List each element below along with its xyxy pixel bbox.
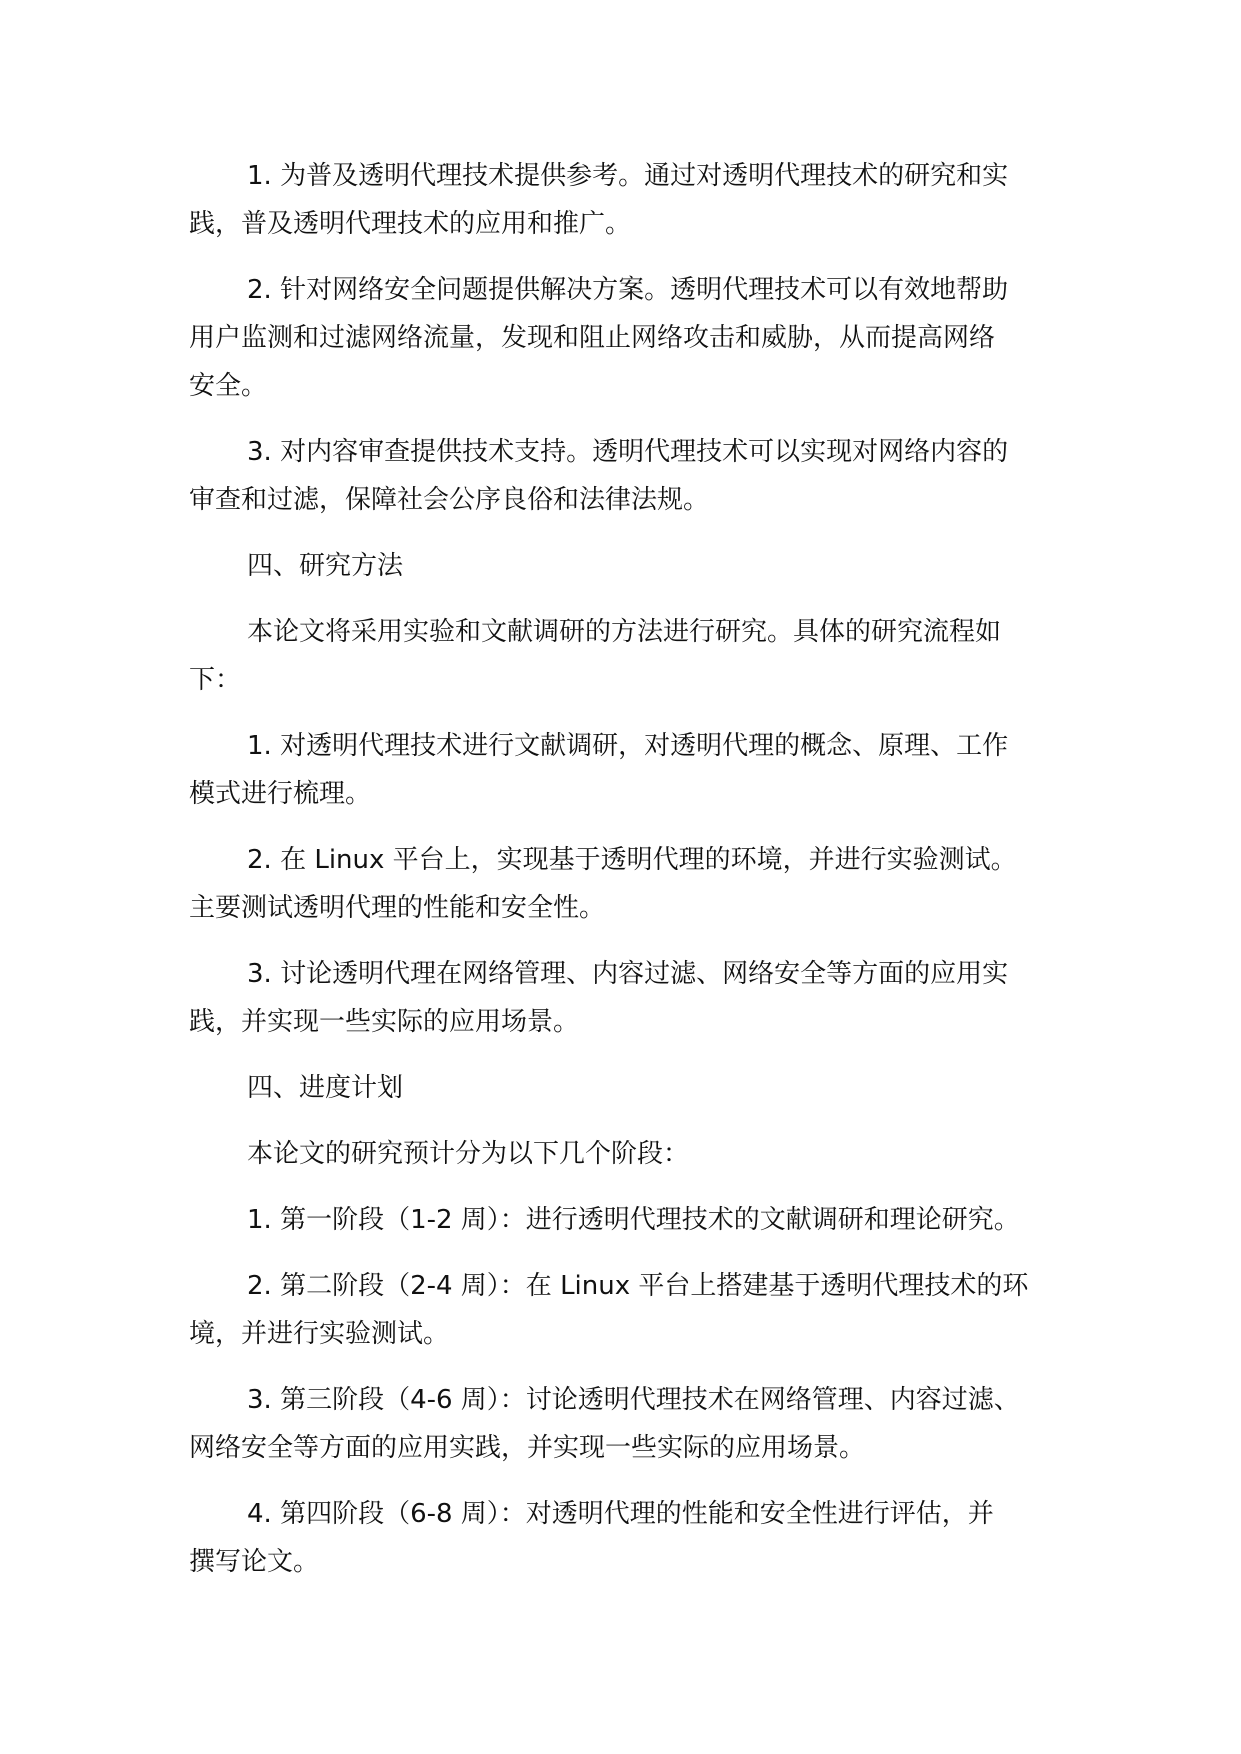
paragraph-line: 境，并进行实验测试。 [189,1319,450,1349]
paragraph-line: 4. 第四阶段（6-8 周）：对透明代理的性能和安全性进行评估，并 [247,1499,994,1529]
paragraph-significance-1 [189,152,1069,248]
paragraph-phase-4 [189,1490,1069,1586]
paragraph-line: 践，普及透明代理技术的应用和推广。 [189,209,632,239]
paragraph-schedule-intro [189,1130,1069,1178]
paragraph-line: 2. 针对网络安全问题提供解决方案。透明代理技术可以有效地帮助 [247,275,1009,305]
paragraph-phase-1 [189,1196,1069,1244]
heading-text: 四、进度计划 [247,1073,404,1103]
section-heading-schedule [189,1064,1069,1112]
paragraph-method-2 [189,836,1069,932]
paragraph-line: 审查和过滤，保障社会公序良俗和法律法规。 [189,485,710,515]
paragraph-line: 用户监测和过滤网络流量，发现和阻止网络攻击和威胁，从而提高网络 [189,323,996,353]
paragraph-line: 1. 对透明代理技术进行文献调研，对透明代理的概念、原理、工作 [247,731,1009,761]
paragraph-line: 3. 第三阶段（4-6 周）：讨论透明代理技术在网络管理、内容过滤、 [247,1385,1020,1415]
paragraph-line: 模式进行梳理。 [189,779,372,809]
paragraph-significance-2 [189,266,1069,410]
paragraph-line: 下： [189,665,242,695]
paragraph-line: 1. 为普及透明代理技术提供参考。通过对透明代理技术的研究和实 [247,161,1009,191]
paragraph-line: 3. 对内容审查提供技术支持。透明代理技术可以实现对网络内容的 [247,437,1009,467]
paragraph-line: 撰写论文。 [189,1547,320,1577]
paragraph-line: 3. 讨论透明代理在网络管理、内容过滤、网络安全等方面的应用实 [247,959,1009,989]
paragraph-phase-3 [189,1376,1069,1472]
heading-text: 四、研究方法 [247,551,404,581]
paragraph-significance-3 [189,428,1069,524]
paragraph-method-3 [189,950,1069,1046]
paragraph-line: 安全。 [189,371,268,401]
paragraph-line: 2. 在 Linux 平台上，实现基于透明代理的环境，并进行实验测试。 [247,845,1017,875]
paragraph-line: 2. 第二阶段（2-4 周）：在 Linux 平台上搭建基于透明代理技术的环 [247,1271,1029,1301]
paragraph-line: 本论文的研究预计分为以下几个阶段： [247,1139,690,1169]
paragraph-line: 主要测试透明代理的性能和安全性。 [189,893,606,923]
paragraph-phase-2 [189,1262,1069,1358]
paragraph-methods-intro [189,608,1069,704]
paragraph-line: 1. 第一阶段（1-2 周）：进行透明代理技术的文献调研和理论研究。 [247,1205,1020,1235]
paragraph-line: 践，并实现一些实际的应用场景。 [189,1007,580,1037]
paragraph-line: 本论文将采用实验和文献调研的方法进行研究。具体的研究流程如 [247,617,1002,647]
paragraph-line: 网络安全等方面的应用实践，并实现一些实际的应用场景。 [189,1433,866,1463]
document-body [189,152,1069,1604]
section-heading-research-methods [189,542,1069,590]
paragraph-method-1 [189,722,1069,818]
